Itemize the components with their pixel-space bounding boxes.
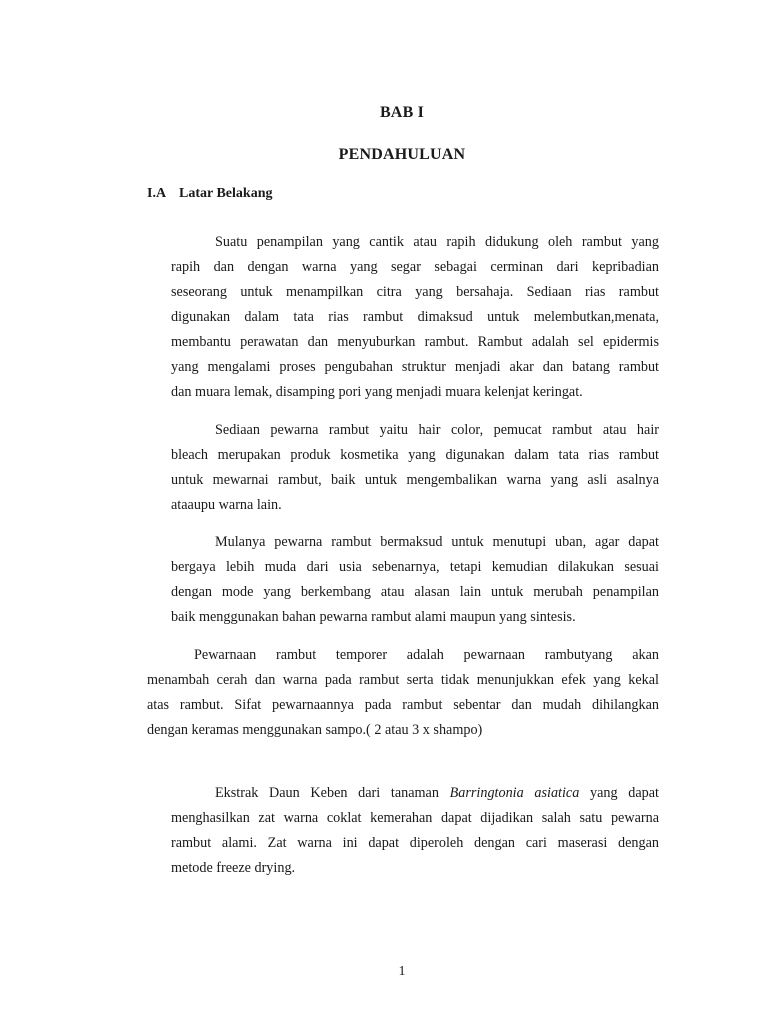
paragraph-line: yang mengalami proses pengubahan struktur menjadi akar dan batang rambut xyxy=(171,359,659,375)
paragraph-line xyxy=(215,783,659,803)
section-number: I.A xyxy=(147,186,167,201)
paragraph-line: digunakan dalam tata rias rambut dimaksud untuk melembutkan,menata, xyxy=(171,309,659,325)
paragraph-text: yang dapat xyxy=(579,785,659,801)
paragraph-line: menghasilkan zat warna coklat kemerahan dapat dijadikan salah satu pewarna xyxy=(171,810,659,826)
paragraph-line: dengan keramas menggunakan sampo.( 2 atau 3 x shampo) xyxy=(147,722,483,738)
paragraph-line: Pewarnaan rambut temporer adalah pewarnaan rambutyang akan xyxy=(194,647,659,663)
paragraph-line: atas rambut. Sifat pewarnaannya pada rambut sebentar dan mudah dihilangkan xyxy=(147,697,659,713)
paragraph-line: dan muara lemak, disamping pori yang menjadi muara kelenjat keringat. xyxy=(171,384,583,400)
paragraph-line: baik menggunakan bahan pewarna rambut alami maupun yang sintesis. xyxy=(171,609,576,625)
paragraph-line: rambut alami. Zat warna ini dapat diperoleh dengan cari maserasi dengan xyxy=(171,835,659,851)
chapter-number-heading: BAB I xyxy=(379,104,425,121)
paragraph-line: untuk mewarnai rambut, baik untuk mengembalikan warna yang asli asalnya xyxy=(171,472,659,488)
paragraph-line: menambah cerah dan warna pada rambut serta tidak menunjukkan efek yang kekal xyxy=(147,672,659,688)
paragraph-line: membantu perawatan dan menyuburkan rambut. Rambut adalah sel epidermis xyxy=(171,334,659,350)
paragraph-line: metode freeze drying. xyxy=(171,860,296,876)
species-name-italic: Barringtonia asiatica xyxy=(449,785,580,801)
paragraph-text: Ekstrak Daun Keben dari tanaman xyxy=(215,785,450,801)
paragraph-line: bleach merupakan produk kosmetika yang digunakan dalam tata rias rambut xyxy=(171,447,659,463)
chapter-title-heading: PENDAHULUAN xyxy=(338,146,466,163)
paragraph-line: Sediaan pewarna rambut yaitu hair color, pemucat rambut atau hair xyxy=(215,422,659,438)
page-number: 1 xyxy=(398,964,406,979)
section-heading xyxy=(147,186,272,202)
paragraph-line: rapih dan dengan warna yang segar sebagai cerminan dari kepribadian xyxy=(171,259,659,275)
paragraph-line: ataaupu warna lain. xyxy=(171,497,282,513)
paragraph-line: Mulanya pewarna rambut bermaksud untuk menutupi uban, agar dapat xyxy=(215,534,659,550)
paragraph-line: bergaya lebih muda dari usia sebenarnya, tetapi kemudian dilakukan sesuai xyxy=(171,559,659,575)
paragraph-line: Suatu penampilan yang cantik atau rapih didukung oleh rambut yang xyxy=(215,234,659,250)
paragraph-line: seseorang untuk menampilkan citra yang bersahaja. Sediaan rias rambut xyxy=(171,284,659,300)
paragraph-line: dengan mode yang berkembang atau alasan lain untuk merubah penampilan xyxy=(171,584,659,600)
section-title: Latar Belakang xyxy=(179,186,273,201)
